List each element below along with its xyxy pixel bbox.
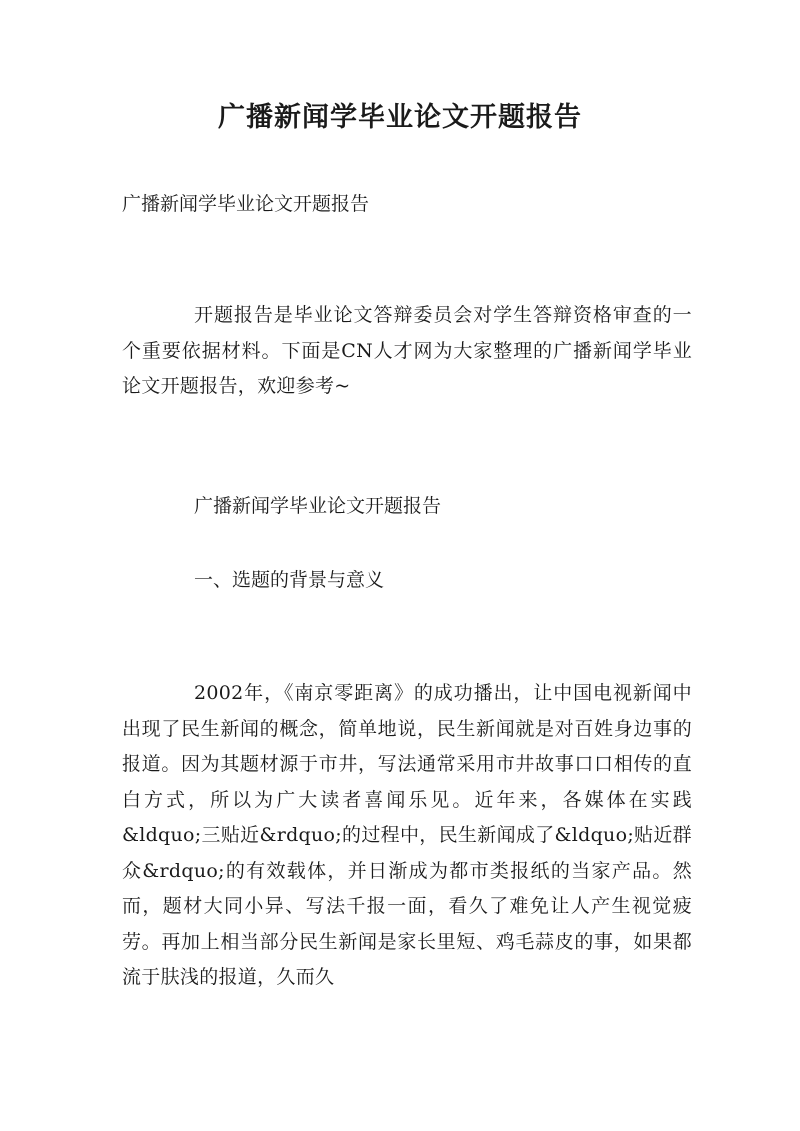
section-one-title: 一、选题的背景与意义 bbox=[194, 569, 385, 591]
document-subtitle: 广播新闻学毕业论文开题报告 bbox=[122, 193, 370, 215]
section-heading: 广播新闻学毕业论文开题报告 bbox=[194, 495, 442, 517]
intro-paragraph: 开题报告是毕业论文答辩委员会对学生答辩资格审查的一个重要依据材料。下面是CN人才网为大家整理的广播新闻学毕业论文开题报告，欢迎参考~ bbox=[122, 304, 692, 397]
document-title: 广播新闻学毕业论文开题报告 bbox=[218, 102, 582, 133]
body-paragraph: 2002年，《南京零距离》的成功播出，让中国电视新闻中出现了民生新闻的概念，简单地说，民生新闻就是对百姓身边事的报道。因为其题材源于市井，写法通常采用市井故事口口相传的直白方式，所以为广大读者喜闻乐见。近年来，各媒体在实践&ldquo;三贴近&rdquo;的过程中，民生新闻成了&ldquo;贴近群众&rdquo;的有效载体，并日渐成为都市类报纸的当家产品。然而，题材大同小异、写法千报一面，看久了难免让人产生视觉疲劳。再加上相当部分民生新闻是家长里短、鸡毛蒜皮的事，如果都流于肤浅的报道，久而久 bbox=[122, 682, 692, 988]
